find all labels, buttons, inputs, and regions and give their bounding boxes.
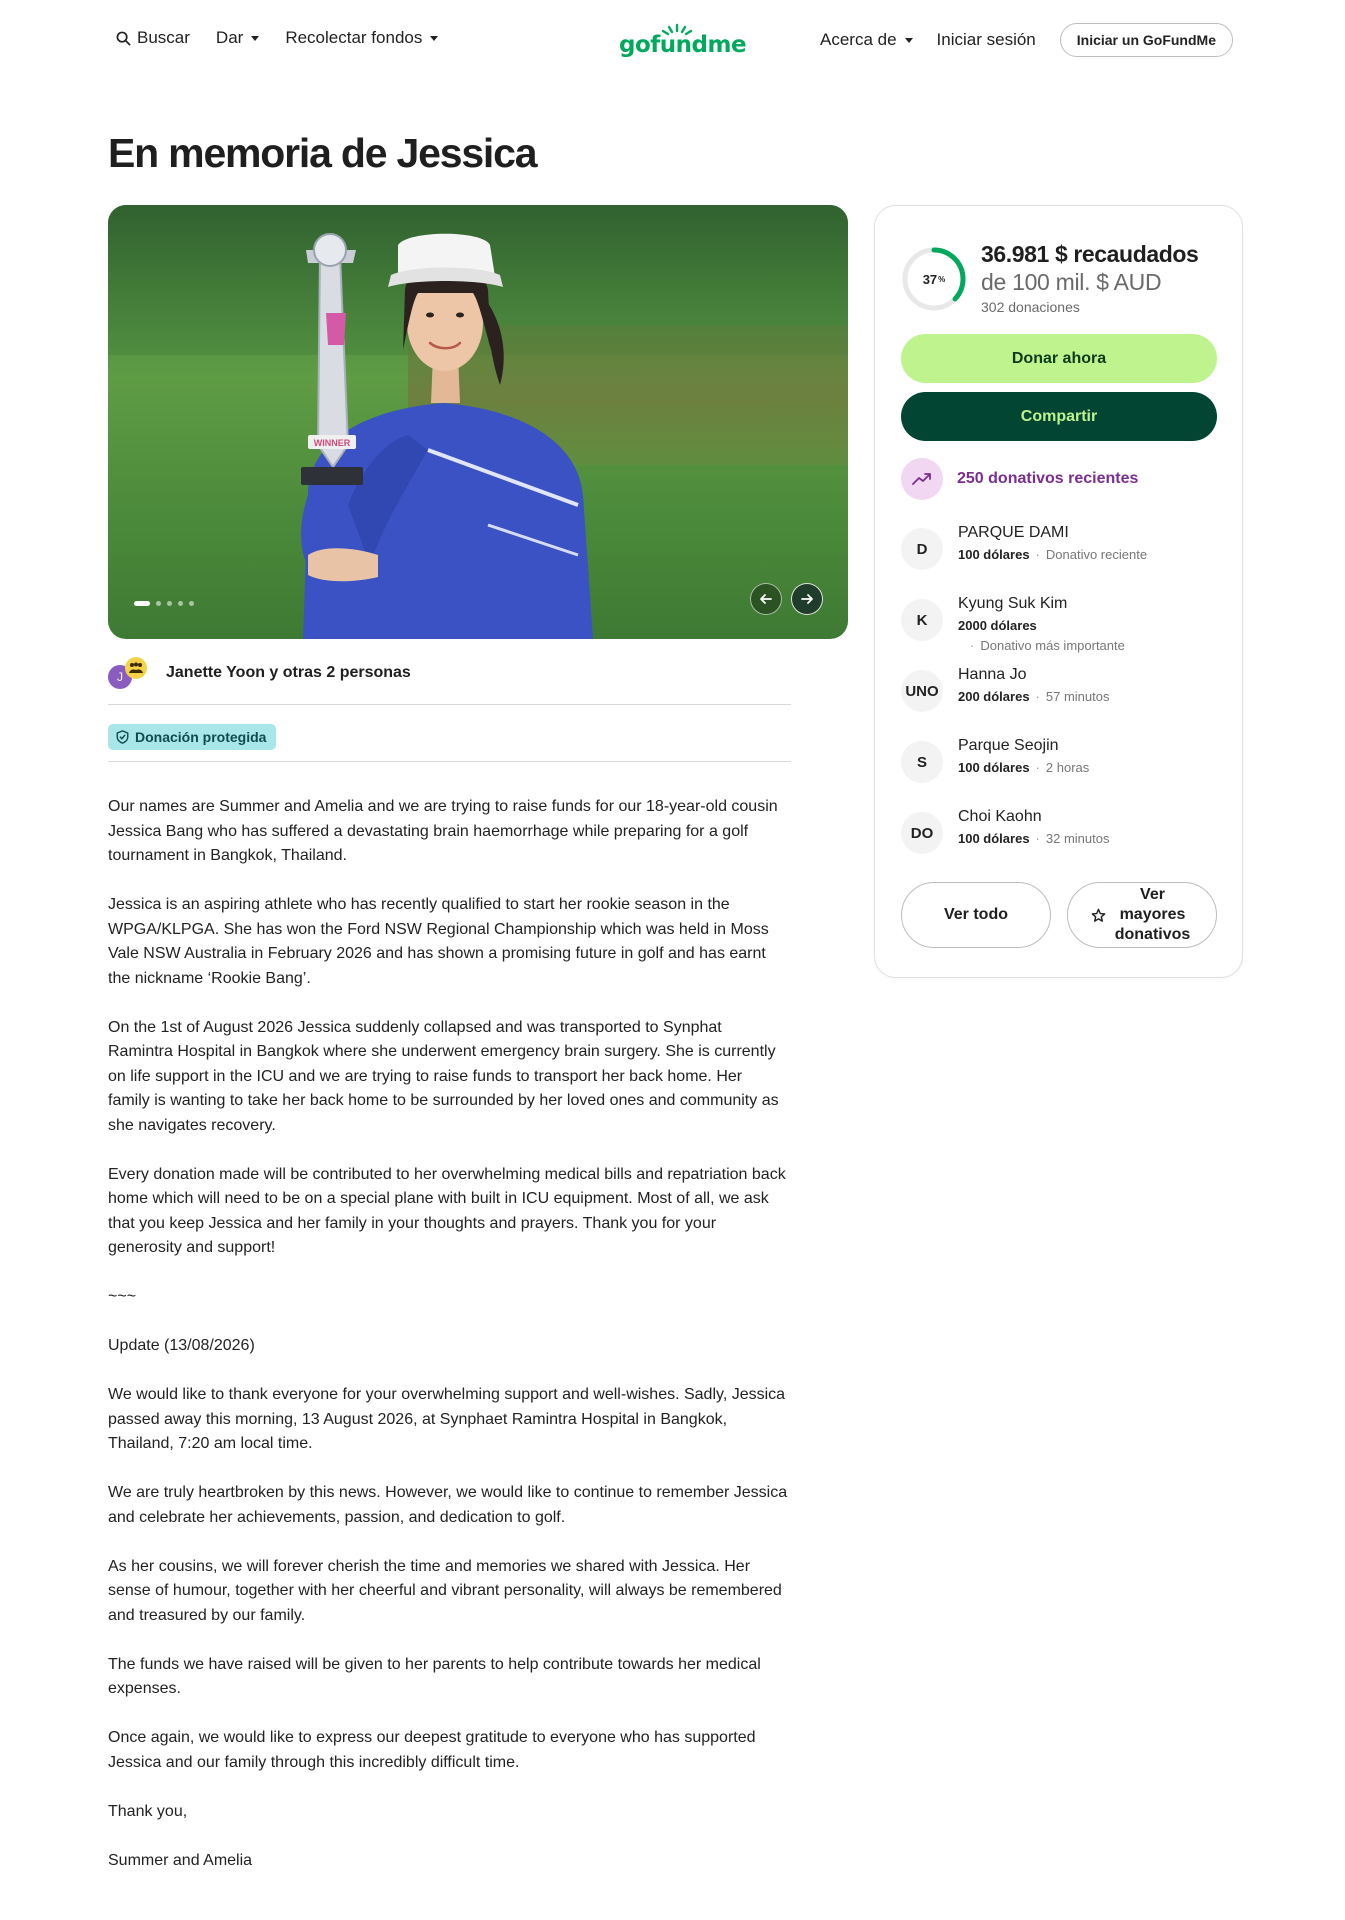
- donor-meta: 2 horas: [1045, 760, 1090, 775]
- chevron-down-icon: [905, 38, 913, 43]
- donor-meta-row: · Donativo más importante: [970, 638, 1125, 653]
- carousel-dot[interactable]: [178, 601, 183, 606]
- story-paragraph: Once again, we would like to express our deepest gratitude to everyone who has supported Jessica and our family through this incredibly difficult time.: [108, 1729, 756, 1771]
- star-icon: [1091, 908, 1106, 923]
- about-menu[interactable]: [820, 30, 913, 50]
- shield-icon: [116, 730, 129, 744]
- campaign-story: [108, 795, 788, 1898]
- donor-amount-row: 100 dólares · 2 horas: [958, 760, 1090, 775]
- story-paragraph: The funds we have raised will be given to her parents to help contribute towards her medical expenses.: [108, 1655, 761, 1697]
- chevron-down-icon: [251, 36, 259, 41]
- login-link[interactable]: [937, 30, 1036, 50]
- fundraise-label: Recolectar fondos: [285, 28, 423, 47]
- arrow-left-icon: [759, 592, 773, 606]
- donor-meta: 57 minutos: [1045, 689, 1110, 704]
- fundraise-menu[interactable]: [285, 28, 438, 48]
- story-paragraph: As her cousins, we will forever cherish the time and memories we shared with Jessica. Her sense of humour, together with her cheerful and vibrant personality, will always be remembered and treasured by our family.: [108, 1557, 782, 1624]
- about-label: Acerca de: [820, 30, 897, 49]
- story-paragraph: We are truly heartbroken by this news. However, we would like to continue to remember Jessica and celebrate her achievements, passion, and dedication to golf.: [108, 1484, 788, 1526]
- nav-left: [116, 28, 438, 48]
- story-paragraph: Our names are Summer and Amelia and we are trying to raise funds for our 18-year-old cousin Jessica Bang who has suffered a devastating brain haemorrhage while preparing for a golf tournament in Bangkok, Thailand.: [108, 798, 778, 864]
- goal-amount: de 100 mil. $ AUD: [981, 269, 1162, 295]
- percent-sign: %: [938, 274, 946, 284]
- page-title: En memoria de Jessica: [108, 130, 537, 176]
- donation-count: 302 donaciones: [981, 299, 1080, 315]
- badge-label: Donación protegida: [135, 729, 267, 745]
- donor-amount-row: 100 dólares · Donativo reciente: [958, 547, 1148, 562]
- donor-avatar: D: [901, 528, 943, 570]
- carousel-dot[interactable]: [134, 601, 150, 606]
- trending-up-icon: [901, 458, 943, 500]
- donor-amount: 100 dólares: [958, 831, 1030, 846]
- donation-card: [874, 205, 1243, 978]
- gofundme-logo[interactable]: [619, 22, 747, 58]
- story-paragraph: Summer and Amelia: [108, 1851, 253, 1869]
- donor-meta: 32 minutos: [1045, 831, 1110, 846]
- organizer-row[interactable]: [108, 657, 411, 689]
- donor-avatar: K: [901, 599, 943, 641]
- give-menu[interactable]: [216, 28, 259, 48]
- donate-now-button[interactable]: Donar ahora: [901, 334, 1217, 383]
- story-paragraph: Jessica is an aspiring athlete who has recently qualified to start her rookie season in the WPGA/KLPGA. She has won the Ford NSW Regional Championship which was held in Moss Vale NSW Australia in February 2026 and has shown a promising future in golf and has earnt the nickname ‘Rookie Bang’.: [108, 896, 769, 987]
- donor-amount: 200 dólares: [958, 689, 1030, 704]
- avatar: J: [108, 665, 132, 689]
- donor-meta: Donativo reciente: [1045, 547, 1148, 562]
- view-all-button[interactable]: Ver todo: [901, 882, 1051, 948]
- story-paragraph: Thank you,: [108, 1802, 188, 1820]
- chevron-down-icon: [430, 36, 438, 41]
- donor-amount-row: [958, 618, 1037, 633]
- team-avatar-icon: [125, 657, 147, 679]
- donor-name: Kyung Suk Kim: [958, 595, 1068, 612]
- divider: [108, 704, 791, 705]
- logo-text: gofundme: [619, 32, 747, 58]
- story-paragraph: Every donation made will be contributed to her overwhelming medical bills and repatriation back home which will need to be on a special plane with built in ICU equipment. Most of all, we ask that you keep Jessica and her family in your thoughts and prayers. Thank you for your generosity and support!: [108, 1165, 786, 1256]
- nav-right: [820, 23, 1233, 57]
- protected-donation-badge[interactable]: [108, 724, 276, 750]
- start-gofundme-button[interactable]: Iniciar un GoFundMe: [1060, 23, 1233, 57]
- carousel-prev-button[interactable]: [750, 583, 782, 615]
- organizer-name: Janette Yoon y otras 2 personas: [166, 664, 411, 681]
- search-label: Buscar: [137, 28, 190, 47]
- carousel-dot[interactable]: [189, 601, 194, 606]
- campaign-photo-carousel[interactable]: [108, 205, 848, 639]
- share-button[interactable]: Compartir: [901, 392, 1217, 441]
- recent-donations-label: 250 donativos recientes: [957, 470, 1139, 487]
- donor-amount: 100 dólares: [958, 547, 1030, 562]
- carousel-next-button[interactable]: [791, 583, 823, 615]
- carousel-dots[interactable]: [134, 601, 194, 606]
- search-icon: [116, 31, 131, 46]
- donor-meta: Donativo más importante: [980, 638, 1125, 653]
- view-top-donations-button[interactable]: [1067, 882, 1217, 948]
- amount-raised: 36.981 $ recaudados: [981, 241, 1199, 267]
- search-link[interactable]: [116, 28, 190, 48]
- trophy-label-text: WINNER: [313, 438, 351, 448]
- donor-name: Choi Kaohn: [958, 808, 1042, 825]
- login-label: Iniciar sesión: [936, 30, 1036, 49]
- donor-avatar: DO: [901, 812, 943, 854]
- divider: [108, 761, 791, 762]
- campaign-photo: [108, 205, 848, 639]
- donor-name: Parque Seojin: [958, 737, 1059, 754]
- recent-donations-link[interactable]: [901, 458, 1138, 500]
- story-paragraph: ~~~: [108, 1288, 137, 1305]
- donor-amount-row: 100 dólares · 32 minutos: [958, 831, 1110, 846]
- donor-amount: 2000 dólares: [958, 618, 1037, 633]
- donor-name: Hanna Jo: [958, 666, 1027, 683]
- donor-amount: 100 dólares: [958, 760, 1030, 775]
- organizer-avatars: [108, 657, 150, 689]
- story-paragraph: On the 1st of August 2026 Jessica suddenly collapsed and was transported to Synphat Ramintra Hospital in Bangkok where she underwent emergency brain surgery. She is currently on life support in the ICU and we are trying to raise funds to transport her back home. Her family is wanting to take her back home to be surrounded by her loved ones and community as she navigates recovery.: [108, 1018, 779, 1134]
- donor-avatar: S: [901, 741, 943, 783]
- give-label: Dar: [215, 28, 244, 47]
- arrow-right-icon: [800, 592, 814, 606]
- site-header: [0, 0, 1345, 80]
- view-top-label: Ver mayores donativos: [1114, 886, 1191, 943]
- story-paragraph: We would like to thank everyone for your overwhelming support and well-wishes. Sadly, Jessica passed away this morning, 13 August 2026, at Synphaet Ramintra Hospital in Bangkok, Thailand, 7:20 am local time.: [108, 1386, 786, 1452]
- carousel-dot[interactable]: [167, 601, 172, 606]
- percent-value: 37: [922, 271, 938, 287]
- progress-percent: [901, 246, 967, 312]
- donor-amount-row: 200 dólares · 57 minutos: [958, 689, 1110, 704]
- story-paragraph: Update (13/08/2026): [108, 1337, 255, 1354]
- donor-avatar: UNO: [901, 670, 943, 712]
- carousel-dot[interactable]: [156, 601, 161, 606]
- donor-name: PARQUE DAMI: [958, 524, 1069, 541]
